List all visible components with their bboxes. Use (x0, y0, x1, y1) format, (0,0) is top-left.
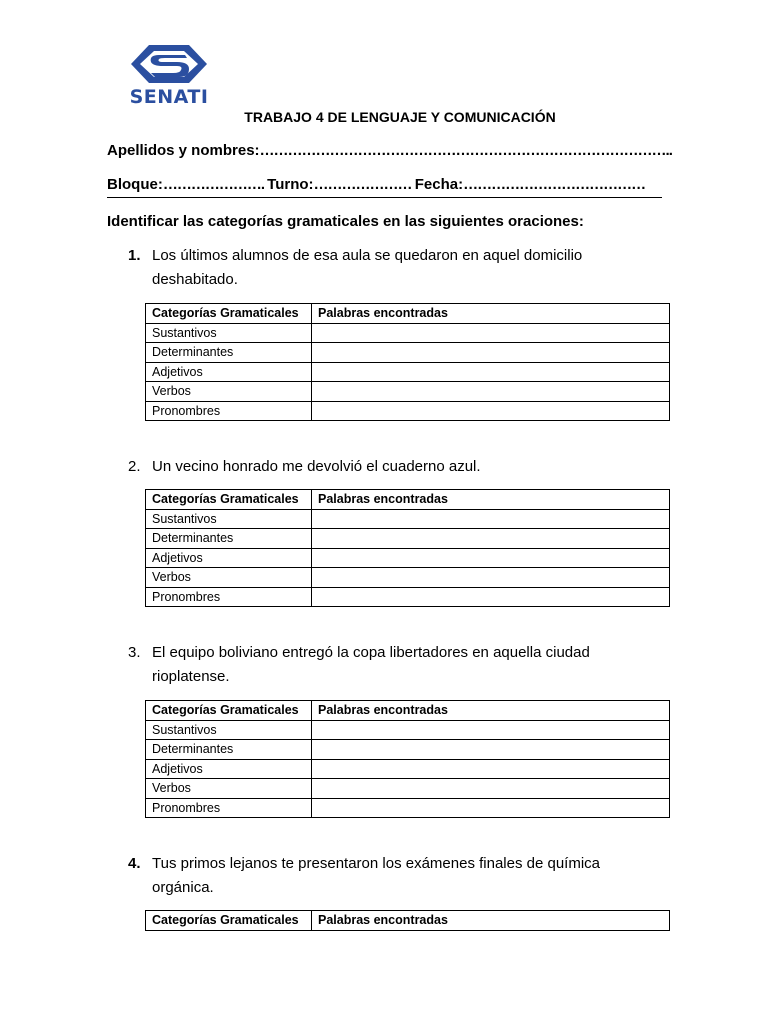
question-number: 1. (128, 247, 141, 264)
names-field-line (107, 141, 672, 161)
block-turn-date-line (107, 175, 645, 195)
table-header-row (146, 304, 670, 324)
table-header-row (146, 701, 670, 721)
table-row (146, 323, 670, 343)
category-cell: Determinantes (146, 740, 312, 760)
senati-logo (107, 42, 231, 108)
answer-cell[interactable] (312, 720, 670, 740)
category-cell: Sustantivos (146, 323, 312, 343)
answer-cell[interactable] (312, 509, 670, 529)
date-fill-dots: ………………………………… (463, 176, 646, 193)
document-title: TRABAJO 4 DE LENGUAJE Y COMUNICACIÓN (244, 109, 556, 125)
header-palabras: Palabras encontradas (312, 490, 670, 510)
question-2 (128, 455, 648, 479)
names-fill-dots: …………………………………………………………………………….. (259, 142, 672, 159)
date-label: Fecha: (414, 176, 464, 193)
answer-cell[interactable] (312, 548, 670, 568)
category-cell: Determinantes (146, 343, 312, 363)
answer-cell[interactable] (312, 568, 670, 588)
answer-cell[interactable] (312, 401, 670, 421)
answer-cell[interactable] (312, 382, 670, 402)
turn-fill-dots: ………………… (313, 176, 415, 193)
question-text: Tus primos lejanos te presentaron los exámenes finales de química orgánica. (152, 855, 601, 896)
header-palabras: Palabras encontradas (312, 911, 670, 931)
table-row (146, 740, 670, 760)
question-text: Un vecino honrado me devolvió el cuaderno azul. (152, 458, 481, 475)
table-row (146, 548, 670, 568)
table-row (146, 382, 670, 402)
answer-cell[interactable] (312, 587, 670, 607)
category-cell: Adjetivos (146, 548, 312, 568)
answer-cell[interactable] (312, 798, 670, 818)
category-cell: Adjetivos (146, 759, 312, 779)
question-text: El equipo boliviano entregó la copa libertadores en aquella ciudad rioplatense. (152, 644, 590, 685)
table-row (146, 759, 670, 779)
table-row (146, 568, 670, 588)
table-row (146, 587, 670, 607)
answer-cell[interactable] (312, 343, 670, 363)
question-text: Los últimos alumnos de esa aula se quedaron en aquel domicilio deshabitado. (152, 247, 583, 288)
question-number: 4. (128, 855, 141, 872)
question-3 (128, 641, 648, 689)
category-table-4 (145, 910, 670, 931)
answer-cell[interactable] (312, 759, 670, 779)
table-header-row (146, 911, 670, 931)
senati-emblem-icon (107, 42, 231, 86)
table-row (146, 343, 670, 363)
header-categorias: Categorías Gramaticales (146, 490, 312, 510)
names-label: Apellidos y nombres: (107, 142, 260, 159)
category-table-1 (145, 303, 670, 421)
table-row (146, 779, 670, 799)
table-row (146, 362, 670, 382)
instruction-text: Identificar las categorías gramaticales en las siguientes oraciones: (107, 213, 584, 230)
block-fill-dots: …………………. (162, 176, 268, 193)
answer-cell[interactable] (312, 740, 670, 760)
category-cell: Pronombres (146, 798, 312, 818)
header-categorias: Categorías Gramaticales (146, 304, 312, 324)
category-cell: Sustantivos (146, 720, 312, 740)
header-categorias: Categorías Gramaticales (146, 911, 312, 931)
table-row (146, 529, 670, 549)
question-number: 2. (128, 458, 141, 475)
block-label: Bloque: (107, 176, 163, 193)
header-categorias: Categorías Gramaticales (146, 701, 312, 721)
category-cell: Verbos (146, 382, 312, 402)
category-cell: Pronombres (146, 401, 312, 421)
answer-cell[interactable] (312, 529, 670, 549)
question-4 (128, 852, 648, 900)
question-number: 3. (128, 644, 141, 661)
category-cell: Verbos (146, 779, 312, 799)
table-header-row (146, 490, 670, 510)
table-row (146, 798, 670, 818)
category-table-3 (145, 700, 670, 818)
logo-text: SENATI (129, 86, 209, 108)
category-cell: Sustantivos (146, 509, 312, 529)
header-palabras: Palabras encontradas (312, 701, 670, 721)
category-cell: Pronombres (146, 587, 312, 607)
category-cell: Adjetivos (146, 362, 312, 382)
table-row (146, 720, 670, 740)
header-divider (107, 197, 662, 198)
category-table-2 (145, 489, 670, 607)
category-cell: Verbos (146, 568, 312, 588)
question-1 (128, 244, 648, 292)
header-palabras: Palabras encontradas (312, 304, 670, 324)
answer-cell[interactable] (312, 779, 670, 799)
table-row (146, 401, 670, 421)
answer-cell[interactable] (312, 362, 670, 382)
answer-cell[interactable] (312, 323, 670, 343)
turn-label: Turno: (267, 176, 314, 193)
table-row (146, 509, 670, 529)
category-cell: Determinantes (146, 529, 312, 549)
